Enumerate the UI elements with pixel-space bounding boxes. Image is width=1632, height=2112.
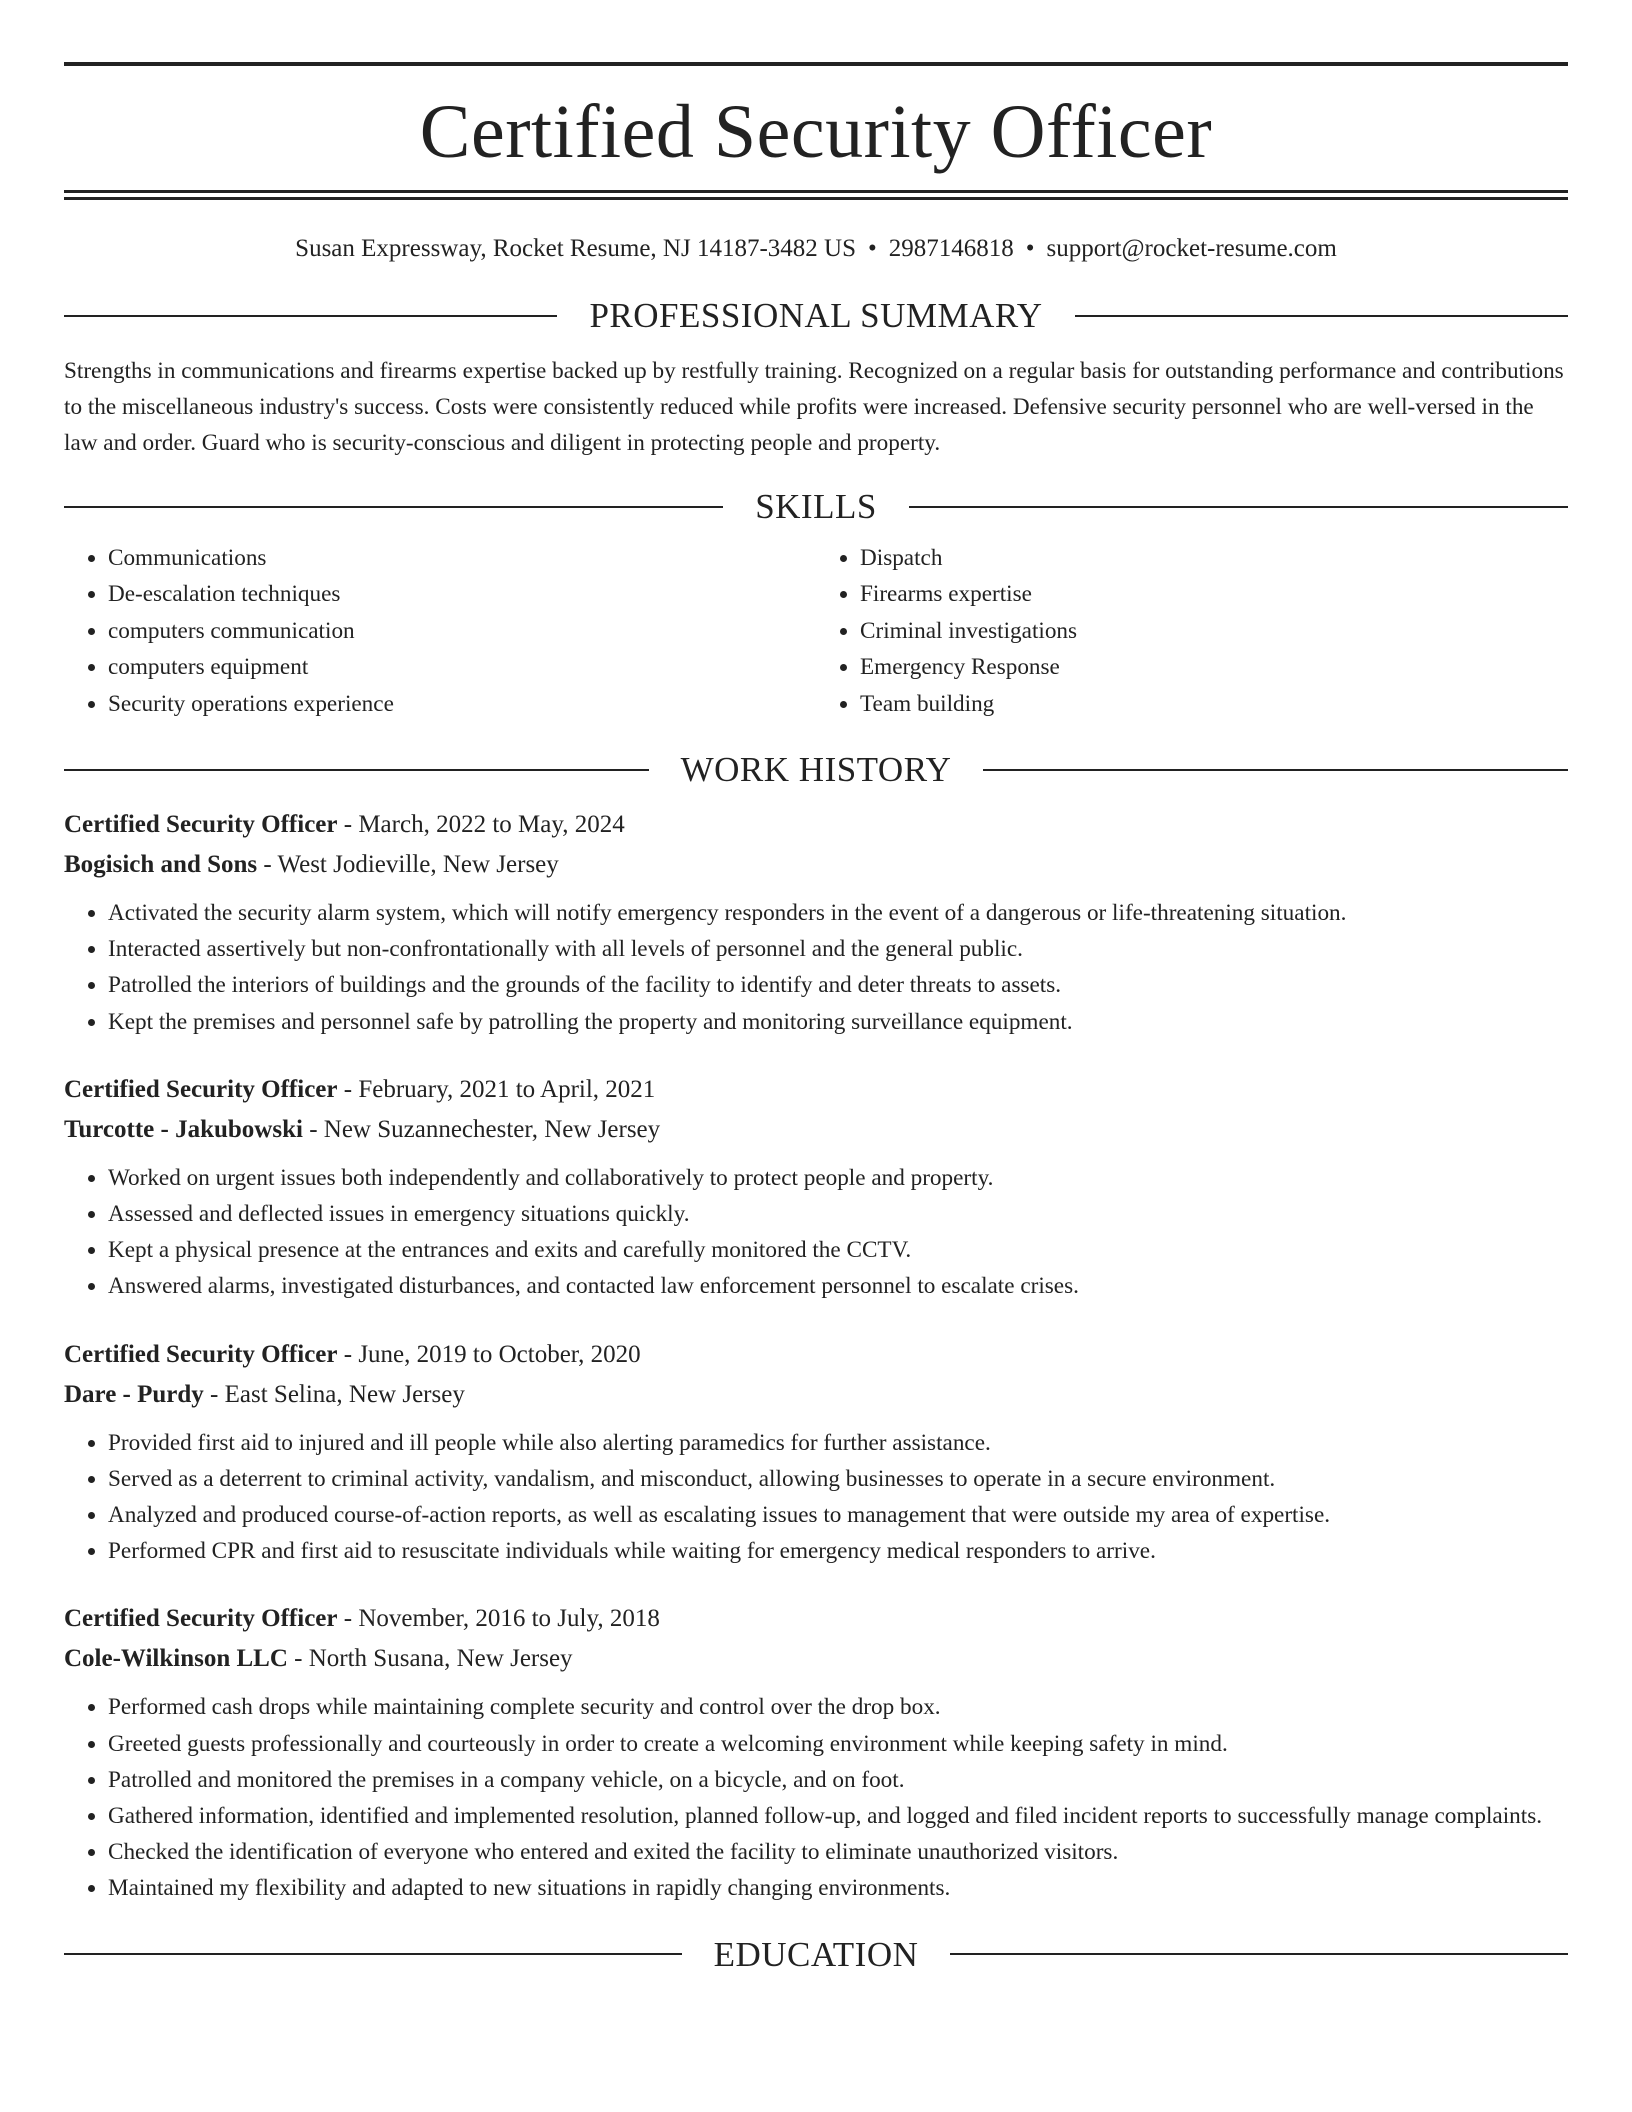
section-title-skills: SKILLS xyxy=(755,487,877,526)
job-company: Bogisich and Sons xyxy=(64,851,258,879)
job-bullets xyxy=(64,1689,1568,1906)
job-bullet: • Worked on urgent issues both independently and collaboratively to protect people and property. xyxy=(108,1160,1568,1196)
section-rule xyxy=(64,506,723,508)
contact-phone: 2987146818 xyxy=(888,235,1014,262)
top-divider xyxy=(64,62,1568,66)
contact-line xyxy=(64,234,1568,264)
job-bullet: • Answered alarms, investigated disturbances, and contacted law enforcement personnel to escalate crises. xyxy=(108,1268,1568,1304)
job-dates: - November, 2016 to July, 2018 xyxy=(337,1605,660,1633)
job-title-line xyxy=(64,1599,1568,1639)
job-company-line xyxy=(64,1375,1568,1415)
contact-address: Susan Expressway, Rocket Resume, NJ 14187-3482 US xyxy=(295,235,856,262)
contact-email: support@rocket-resume.com xyxy=(1046,235,1337,262)
job-title: Certified Security Officer xyxy=(64,811,338,839)
job-title-line xyxy=(64,1335,1568,1375)
skill-item: • Communications xyxy=(108,540,816,576)
job-bullet: • Interacted assertively but non-confrontationally with all levels of personnel and the general public. xyxy=(108,931,1568,967)
job-location: - East Selina, New Jersey xyxy=(203,1380,465,1408)
job-bullet: • Served as a deterrent to criminal activity, vandalism, and misconduct, allowing businesses to operate in a secure environment. xyxy=(108,1461,1568,1497)
skill-item: • Firearms expertise xyxy=(860,576,1568,612)
job-dates: - March, 2022 to May, 2024 xyxy=(337,811,625,839)
skill-item: • Criminal investigations xyxy=(860,613,1568,649)
section-rule xyxy=(909,506,1568,508)
section-title-work-history: WORK HISTORY xyxy=(680,750,952,790)
job-company: Turcotte - Jakubowski xyxy=(64,1115,303,1143)
skills-column-right xyxy=(816,540,1568,722)
skill-item: • Dispatch xyxy=(860,540,1568,576)
job-bullets xyxy=(64,1425,1568,1570)
contact-separator: • xyxy=(868,235,877,262)
professional-summary-text: Strengths in communications and firearms expertise backed up by restfully training. Recognized on a regular basis for outstanding performance and contributions to the miscellaneous industry's success. Costs were consistently reduced while profits were increased. Defensive security personnel who are well-versed in the law and order. Guard who is security-conscious and diligent in protecting people and property. xyxy=(64,358,1564,456)
contact-separator: • xyxy=(1025,235,1035,262)
job-location: - New Suzannechester, New Jersey xyxy=(302,1115,661,1143)
section-rule xyxy=(1075,315,1568,317)
section-title-summary: PROFESSIONAL SUMMARY xyxy=(589,296,1043,335)
job-company-line xyxy=(64,845,1568,885)
section-title-education: EDUCATION xyxy=(713,1934,919,1974)
job-title-line xyxy=(64,1070,1568,1110)
section-header-education xyxy=(64,1934,1568,1974)
job-bullet: • Kept a physical presence at the entrances and exits and carefully monitored the CCTV. xyxy=(108,1232,1568,1268)
job-bullet: • Patrolled and monitored the premises in a company vehicle, on a bicycle, and on foot. xyxy=(108,1762,1568,1798)
skills-list xyxy=(64,540,1568,722)
skill-item: • Emergency Response xyxy=(860,649,1568,685)
job-location: - West Jodieville, New Jersey xyxy=(257,851,559,879)
job-company: Dare - Purdy xyxy=(64,1380,204,1408)
job-company: Cole-Wilkinson LLC xyxy=(64,1645,288,1673)
job-bullet: • Greeted guests professionally and courteously in order to create a welcoming environment while keeping safety in mind. xyxy=(108,1726,1568,1762)
job-bullets xyxy=(64,895,1568,1040)
job-company-line xyxy=(64,1639,1568,1679)
job-entry xyxy=(64,805,1568,1040)
skill-item: • Security operations experience xyxy=(108,686,816,722)
job-bullet: • Analyzed and produced course-of-action reports, as well as escalating issues to management that were outside my area of expertise. xyxy=(108,1497,1568,1533)
section-header-skills xyxy=(64,489,1568,524)
skills-column-left xyxy=(64,540,816,722)
job-location: - North Susana, New Jersey xyxy=(287,1645,573,1673)
section-rule xyxy=(64,1953,682,1955)
job-dates: - February, 2021 to April, 2021 xyxy=(337,1075,656,1103)
skill-item: • Team building xyxy=(860,686,1568,722)
job-bullet: • Kept the premises and personnel safe by patrolling the property and monitoring surveillance equipment. xyxy=(108,1004,1568,1040)
job-entry xyxy=(64,1070,1568,1305)
work-history-list xyxy=(64,805,1568,1907)
resume-name: Certified Security Officer xyxy=(419,90,1213,174)
skill-item: • De-escalation techniques xyxy=(108,576,816,612)
job-bullet: • Assessed and deflected issues in emergency situations quickly. xyxy=(108,1196,1568,1232)
job-bullet: • Gathered information, identified and implemented resolution, planned follow-up, and logged and filed incident reports to successfully manage complaints. xyxy=(108,1798,1568,1834)
skill-item: • computers communication xyxy=(108,613,816,649)
job-bullet: • Patrolled the interiors of buildings and the grounds of the facility to identify and deter threats to assets. xyxy=(108,967,1568,1003)
job-bullet: • Checked the identification of everyone who entered and exited the facility to eliminate unauthorized visitors. xyxy=(108,1834,1568,1870)
job-bullet: • Performed CPR and first aid to resuscitate individuals while waiting for emergency medical responders to arrive. xyxy=(108,1533,1568,1569)
job-title: Certified Security Officer xyxy=(64,1340,338,1368)
skill-item: • computers equipment xyxy=(108,649,816,685)
section-rule xyxy=(64,315,557,317)
job-entry xyxy=(64,1335,1568,1570)
section-header-summary xyxy=(64,298,1568,333)
job-bullet: • Provided first aid to injured and ill people while also alerting paramedics for further assistance. xyxy=(108,1425,1568,1461)
section-rule xyxy=(983,769,1568,771)
section-header-work-history xyxy=(64,750,1568,790)
job-bullets xyxy=(64,1160,1568,1305)
job-bullet: • Activated the security alarm system, which will notify emergency responders in the event of a dangerous or life-threatening situation. xyxy=(108,895,1568,931)
job-dates: - June, 2019 to October, 2020 xyxy=(337,1340,641,1368)
job-company-line xyxy=(64,1110,1568,1150)
job-entry xyxy=(64,1599,1568,1906)
section-rule xyxy=(950,1953,1568,1955)
header-double-divider xyxy=(64,190,1568,200)
resume-page xyxy=(64,62,1568,1972)
job-title: Certified Security Officer xyxy=(64,1605,338,1633)
job-bullet: • Performed cash drops while maintaining complete security and control over the drop box. xyxy=(108,1689,1568,1725)
job-bullet: • Maintained my flexibility and adapted to new situations in rapidly changing environments. xyxy=(108,1870,1568,1906)
job-title-line xyxy=(64,805,1568,845)
job-title: Certified Security Officer xyxy=(64,1075,338,1103)
section-rule xyxy=(64,769,649,771)
